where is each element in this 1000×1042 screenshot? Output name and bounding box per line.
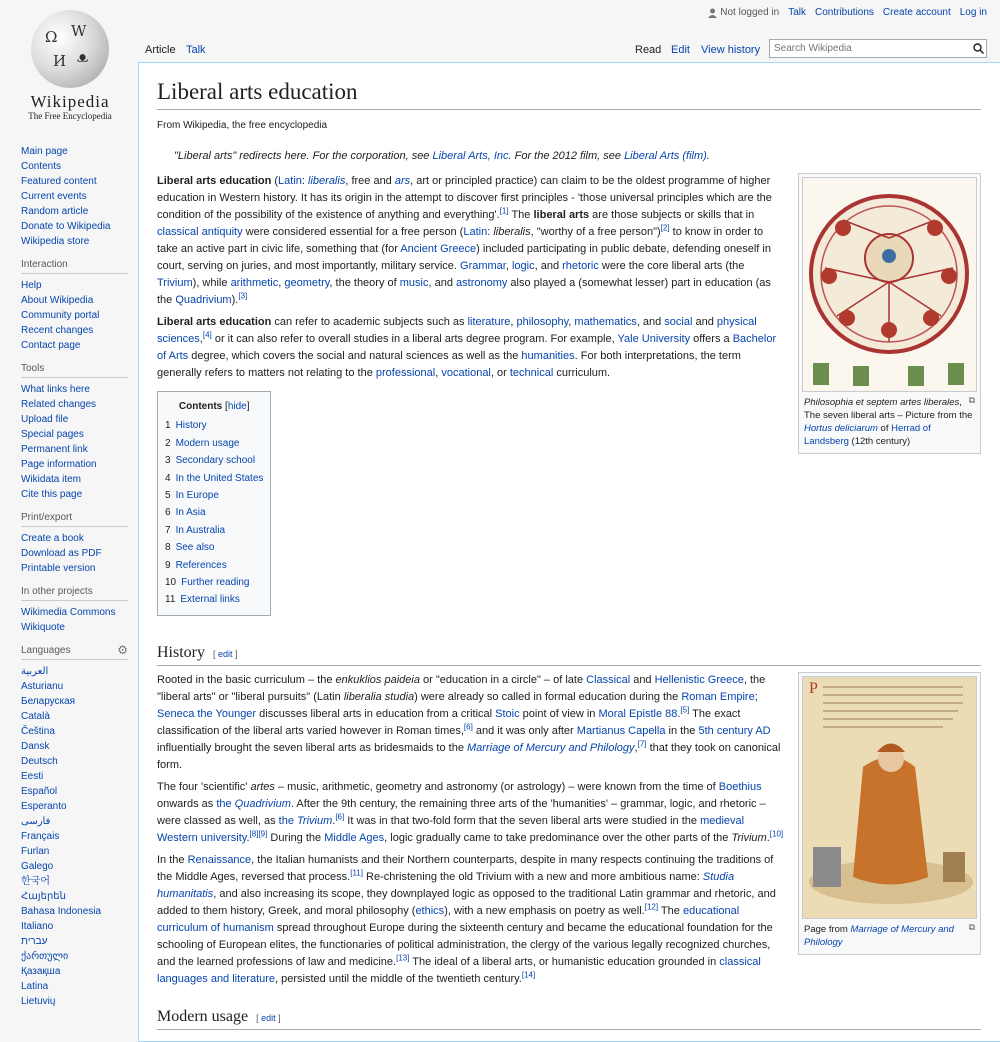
toc-item[interactable] bbox=[165, 522, 263, 539]
astronomy-link[interactable]: astronomy bbox=[456, 277, 508, 289]
toc-number: 6 bbox=[165, 507, 171, 519]
sidebar-item bbox=[21, 754, 128, 769]
toc-item[interactable] bbox=[165, 417, 263, 434]
sidebar-item-community-portal[interactable]: Community portal bbox=[21, 310, 100, 321]
language-link-0[interactable]: العربية bbox=[21, 666, 49, 677]
marriage-of-mercury-image[interactable] bbox=[802, 676, 977, 919]
sidebar-item bbox=[21, 904, 128, 919]
sidebar-item-about-wikipedia[interactable]: About Wikipedia bbox=[21, 295, 94, 306]
tools-portal bbox=[0, 363, 138, 502]
sidebar-item bbox=[21, 234, 128, 249]
sidebar-item bbox=[21, 278, 128, 293]
sidebar-item-current-events[interactable]: Current events bbox=[21, 191, 87, 202]
logo-tagline: The Free Encyclopedia bbox=[28, 111, 112, 121]
toc-link[interactable]: Further reading bbox=[181, 577, 250, 589]
sidebar-item bbox=[21, 293, 128, 308]
projects-heading: In other projects bbox=[21, 586, 128, 601]
modern-edit-section: [ edit ] bbox=[256, 1012, 281, 1023]
toc-title bbox=[165, 398, 263, 415]
sidebar-item bbox=[21, 189, 128, 204]
ref-link[interactable]: [14] bbox=[521, 970, 536, 980]
arithmetic-link[interactable]: arithmetic bbox=[230, 277, 279, 289]
classical-link[interactable]: Classical bbox=[586, 673, 631, 686]
contributions-link[interactable]: Contributions bbox=[815, 7, 874, 18]
medieval-university-link[interactable]: medieval Western university bbox=[157, 814, 745, 844]
search-icon[interactable] bbox=[970, 41, 986, 57]
ref-link[interactable]: [5] bbox=[680, 705, 690, 715]
language-link-galego[interactable]: Galego bbox=[21, 861, 54, 872]
mathematics-link[interactable]: mathematics bbox=[574, 316, 637, 328]
user-icon bbox=[708, 8, 717, 18]
vocational-link[interactable]: vocational bbox=[441, 367, 491, 379]
sidebar-item-upload-file[interactable]: Upload file bbox=[21, 414, 69, 425]
modern-edit-link[interactable]: edit bbox=[261, 1012, 276, 1023]
toc-item[interactable] bbox=[165, 487, 263, 504]
language-link-2[interactable]: Беларуская bbox=[21, 696, 76, 707]
toc-number: 1 bbox=[165, 420, 171, 432]
toc-number: 5 bbox=[165, 490, 171, 502]
hatnote-text: . bbox=[706, 150, 710, 162]
toc-number: 10 bbox=[165, 577, 177, 589]
languages-heading bbox=[21, 645, 128, 660]
professional-link[interactable]: professional bbox=[375, 367, 436, 379]
literature-link[interactable]: literature bbox=[467, 316, 511, 328]
print-list bbox=[21, 531, 128, 576]
ethics-link[interactable]: ethics bbox=[415, 904, 445, 917]
sidebar-item bbox=[21, 546, 128, 561]
toc-title-label: Contents bbox=[178, 401, 223, 412]
sidebar-item bbox=[21, 605, 128, 620]
thumbnail-seven-arts bbox=[798, 173, 981, 454]
sidebar-item bbox=[21, 174, 128, 189]
classical-antiquity-link[interactable]: classical antiquity bbox=[157, 226, 243, 238]
liberalis-link[interactable]: liberalis bbox=[308, 175, 346, 187]
sidebar-item bbox=[21, 859, 128, 874]
history-heading-label: History bbox=[157, 643, 205, 661]
interaction-portal bbox=[0, 259, 138, 353]
sidebar-item-permanent-link[interactable]: Permanent link bbox=[21, 444, 88, 455]
history-edit-section: [ edit ] bbox=[213, 648, 238, 659]
sidebar-item bbox=[21, 412, 128, 427]
lead-paragraph-2: Liberal arts education can refer to academic subjects such as literature, philosophy, mathematics, and social and physical sciences,[4] or it can also refer to overall studies in a liberal arts degree program. For example, Yale University offers a Bachelor of Arts degree, which covers the social and natural sciences as well as the humanities. For both interpretations, the term generally refers to matters not relating to the professional, vocational, or technical curriculum. bbox=[157, 316, 777, 379]
latin-link[interactable]: Latin bbox=[463, 226, 488, 238]
tab-read[interactable]: Read bbox=[635, 44, 662, 56]
languages-portal bbox=[0, 645, 138, 1009]
middle-ages-link[interactable]: Middle Ages bbox=[324, 831, 385, 844]
personal-tools bbox=[708, 7, 987, 18]
sidebar-item bbox=[21, 739, 128, 754]
sidebar-item-contents[interactable]: Contents bbox=[21, 161, 62, 172]
interaction-heading: Interaction bbox=[21, 259, 128, 274]
history-edit-link[interactable]: edit bbox=[218, 648, 233, 659]
ancient-greece-link[interactable]: Ancient Greece bbox=[400, 243, 477, 255]
renaissance-link[interactable]: Renaissance bbox=[187, 853, 252, 866]
ref-link[interactable]: [1] bbox=[499, 206, 509, 216]
liberal-arts-film-link[interactable]: Liberal Arts (film) bbox=[624, 150, 707, 162]
the-quadrivium-link[interactable]: the Quadrivium bbox=[216, 797, 291, 810]
sidebar-item-help[interactable]: Help bbox=[21, 280, 42, 291]
sidebar-item-page-information[interactable]: Page information bbox=[21, 459, 97, 470]
sidebar-item bbox=[21, 531, 128, 546]
bachelor-of-arts-link[interactable]: Bachelor of Arts bbox=[157, 333, 777, 362]
grammar-link[interactable]: Grammar bbox=[460, 260, 506, 272]
language-link-dansk[interactable]: Dansk bbox=[21, 741, 50, 752]
language-link-furlan[interactable]: Furlan bbox=[21, 846, 50, 857]
sidebar-item bbox=[21, 784, 128, 799]
language-link-10[interactable]: فارسی bbox=[21, 816, 51, 827]
page-tabs bbox=[138, 28, 1000, 62]
language-link-bahasa-indonesia[interactable]: Bahasa Indonesia bbox=[21, 906, 102, 917]
educational-curriculum-link[interactable]: educational curriculum of humanism bbox=[157, 904, 740, 934]
language-link-14[interactable]: 한국어 bbox=[21, 876, 50, 887]
sidebar-item bbox=[21, 919, 128, 934]
seneca-link[interactable]: Seneca the Younger bbox=[157, 707, 257, 720]
site-sub: From Wikipedia, the free encyclopedia bbox=[157, 120, 328, 131]
caption-text: Page from bbox=[804, 923, 851, 935]
language-link-espa-ol[interactable]: Español bbox=[21, 786, 58, 797]
martianus-capella-link[interactable]: Martianus Capella bbox=[576, 724, 666, 737]
history-paragraph-1: Rooted in the basic curriculum – the enkuklios paideia or "education in a circle" – of late Classical and Hellenistic Greece, the "liberal arts" or "liberal pursuits" (Latin liberalia studia) were already so called in formal education during the Roman Empire; Seneca the Younger discusses liberal arts in education from a critical Stoic point of view in Moral Epistle 88.[5] The exact classification of the liberal arts varied however in Roman times,[6] and it was only after Martianus Capella in the 5th century AD influentially brought the seven liberal arts as bridesmaids to the Marriage of Mercury and Philology,[7] that they took on canonical form. bbox=[157, 673, 781, 771]
stoic-link[interactable]: Stoic bbox=[495, 707, 520, 720]
language-link-20[interactable]: Қазақша bbox=[21, 966, 61, 977]
ref-link[interactable]: [4] bbox=[202, 330, 212, 340]
sidebar-item-download-as-pdf[interactable]: Download as PDF bbox=[21, 548, 102, 559]
social-link[interactable]: social bbox=[664, 316, 693, 328]
toc-hide-wrapper: [hide] bbox=[225, 401, 250, 412]
sidebar-item bbox=[21, 323, 128, 338]
sidebar-item bbox=[21, 814, 128, 829]
boethius-link[interactable]: Boethius bbox=[718, 780, 762, 793]
toc-hide-link[interactable]: hide bbox=[227, 401, 247, 412]
tools-heading: Tools bbox=[21, 363, 128, 378]
sidebar-item bbox=[21, 308, 128, 323]
page-title: Liberal arts education bbox=[157, 77, 981, 110]
toc-item[interactable] bbox=[165, 557, 263, 574]
ref-link[interactable]: [8] bbox=[249, 829, 259, 839]
sidebar-item-recent-changes[interactable]: Recent changes bbox=[21, 325, 94, 336]
quadrivium-link[interactable]: Quadrivium bbox=[175, 294, 232, 306]
talk-link[interactable]: Talk bbox=[788, 7, 806, 18]
toc-link[interactable]: In Australia bbox=[175, 524, 226, 536]
toc-list bbox=[165, 417, 263, 608]
sidebar-item-create-a-book[interactable]: Create a book bbox=[21, 533, 84, 544]
hellenistic-greece-link[interactable]: Hellenistic Greece bbox=[654, 673, 744, 686]
sidebar-item bbox=[21, 799, 128, 814]
history-heading bbox=[157, 642, 981, 666]
sidebar-item bbox=[21, 769, 128, 784]
sidebar-item bbox=[21, 204, 128, 219]
yale-university-link[interactable]: Yale University bbox=[617, 333, 691, 345]
languages-heading-label: Languages bbox=[21, 645, 71, 656]
ref-link[interactable]: [7] bbox=[637, 739, 647, 749]
marriage-mercury-philology-link[interactable]: Marriage of Mercury and Philology bbox=[467, 741, 635, 754]
tab-article[interactable]: Article bbox=[145, 44, 176, 56]
toc-link[interactable]: References bbox=[175, 559, 227, 571]
sidebar-item-related-changes[interactable]: Related changes bbox=[21, 399, 97, 410]
toc-link[interactable]: Modern usage bbox=[175, 437, 240, 449]
sidebar-item bbox=[21, 664, 128, 679]
philosophy-link[interactable]: philosophy bbox=[516, 316, 569, 328]
thumbnail-mercury-philology bbox=[798, 672, 981, 955]
toc-number: 9 bbox=[165, 559, 171, 571]
physical-sciences-link[interactable]: physical sciences bbox=[157, 316, 757, 345]
toc-number: 3 bbox=[165, 455, 171, 467]
logo-wordmark: Wikipedia bbox=[30, 92, 110, 111]
sidebar-item-what-links-here[interactable]: What links here bbox=[21, 384, 90, 395]
language-link-e-tina[interactable]: Čeština bbox=[21, 726, 55, 737]
sidebar-item-donate-to-wikipedia[interactable]: Donate to Wikipedia bbox=[21, 221, 111, 232]
seven-liberal-arts-image[interactable] bbox=[802, 177, 977, 392]
toc-number: 2 bbox=[165, 437, 171, 449]
modern-usage-heading-label: Modern usage bbox=[157, 1007, 249, 1025]
print-portal bbox=[0, 512, 138, 576]
projects-portal bbox=[0, 586, 138, 635]
history-paragraph-3: In the Renaissance, the Italian humanists and their Northern counterparts, despite in many respects continuing the traditions of the Middle Ages, reversed that process.[11] Re-christening the old Trivium with a new and more ambitious name: Studia humanitatis, and also increasing its scope, they downplayed logic as opposed to the traditional Latin grammar and rhetoric, and added to them history, Greek, and moral philosophy (ethics), with a new emphasis on poetry as well.[12] The educational curriculum of humanism spread throughout Europe during the sixteenth century and became the educational foundation for the schooling of European elites, the functionaries of political administration, the clergy of the various legally recognized churches, and the learned professions of law and medicine.[13] The ideal of a liberal arts, or humanistic education grounded in classical languages and literature, persisted until the middle of the twentieth century.[14] bbox=[157, 853, 776, 985]
enlarge-icon[interactable]: ⧉ bbox=[968, 921, 975, 932]
content bbox=[138, 62, 1000, 1042]
interaction-list bbox=[21, 278, 128, 353]
toc-link[interactable]: In Europe bbox=[175, 490, 219, 502]
sidebar-item-wikidata-item[interactable]: Wikidata item bbox=[21, 474, 82, 485]
sidebar bbox=[0, 140, 138, 1019]
caption-text: of bbox=[877, 423, 892, 434]
sidebar-item bbox=[21, 829, 128, 844]
sidebar-item-cite-this-page[interactable]: Cite this page bbox=[21, 489, 83, 500]
sidebar-item bbox=[21, 709, 128, 724]
language-link-italiano[interactable]: Italiano bbox=[21, 921, 54, 932]
sidebar-item bbox=[21, 561, 128, 576]
toc-item[interactable] bbox=[165, 504, 263, 521]
sidebar-item bbox=[21, 144, 128, 159]
ref-link[interactable]: [12] bbox=[644, 902, 659, 912]
sidebar-item-printable-version[interactable]: Printable version bbox=[21, 563, 96, 574]
hatnote-text: "Liberal arts" redirects here. For the corporation, see bbox=[174, 150, 433, 162]
thumbnail-caption bbox=[802, 919, 977, 951]
sidebar-item bbox=[21, 979, 128, 994]
marriage-of-mercury-label: Marriage of Mercury and Philology bbox=[804, 923, 954, 948]
sidebar-item bbox=[21, 442, 128, 457]
classical-languages-link[interactable]: classical languages and literature bbox=[157, 955, 761, 985]
logic-link[interactable]: logic bbox=[511, 260, 535, 272]
herrad-of-landsberg-link[interactable]: Herrad of Landsberg bbox=[804, 423, 931, 447]
puzzle-globe-icon: Ω W И ᴥ bbox=[31, 10, 109, 88]
toc-link[interactable]: In the United States bbox=[175, 472, 264, 484]
ref-link[interactable]: [13] bbox=[396, 953, 410, 963]
studia-humanitatis-link[interactable]: Studia humanitatis bbox=[157, 870, 735, 900]
sidebar-item bbox=[21, 427, 128, 442]
ref-link[interactable]: [11] bbox=[350, 868, 363, 878]
sidebar-item bbox=[21, 397, 128, 412]
search-box bbox=[769, 39, 987, 58]
toc-link[interactable]: External links bbox=[180, 594, 240, 606]
ref-link[interactable]: [2] bbox=[660, 223, 670, 233]
sidebar-item bbox=[21, 949, 128, 964]
enlarge-icon[interactable]: ⧉ bbox=[968, 395, 975, 405]
language-link-19[interactable]: ქართული bbox=[21, 951, 69, 962]
languages-list bbox=[21, 664, 128, 1009]
ref-link[interactable]: [3] bbox=[238, 291, 248, 301]
ref-link[interactable]: [10] bbox=[769, 829, 784, 839]
history-paragraph-2: The four 'scientific' artes – music, arithmetic, geometry and astronomy (or astrology) – were known from the time of Boethius onwards as the Quadrivium. After the 9th century, the remaining three arts of the 'humanities' – grammar, logic, and rhetoric – were classed as well, as the Trivium.[6] It was in that two-fold form that the seven liberal arts were studied in the medieval Western university.[8][9] During the Middle Ages, logic gradually came to take predominance over the other parts of the Trivium.[10] bbox=[157, 780, 784, 844]
language-link-fran-ais[interactable]: Français bbox=[21, 831, 60, 842]
tab-view-history[interactable]: View history bbox=[701, 44, 761, 56]
trivium-link[interactable]: Trivium bbox=[157, 277, 193, 289]
technical-link[interactable]: technical bbox=[509, 367, 554, 379]
sidebar-item-wikipedia-store[interactable]: Wikipedia store bbox=[21, 236, 90, 247]
language-link-asturianu[interactable]: Asturianu bbox=[21, 681, 64, 692]
humanities-link[interactable]: humanities bbox=[521, 350, 575, 362]
toc-number: 8 bbox=[165, 542, 171, 554]
language-link-15[interactable]: Հայերեն bbox=[21, 891, 66, 902]
ref-link[interactable]: [9] bbox=[258, 829, 268, 839]
sidebar-item-special-pages[interactable]: Special pages bbox=[21, 429, 84, 440]
sidebar-item-contact-page[interactable]: Contact page bbox=[21, 340, 81, 351]
svg-text:P: P bbox=[809, 679, 818, 697]
roman-empire-link[interactable]: Roman Empire bbox=[681, 690, 755, 703]
sidebar-item bbox=[21, 994, 128, 1009]
sidebar-item bbox=[21, 934, 128, 949]
hatnote bbox=[157, 148, 981, 165]
toc-item[interactable] bbox=[165, 470, 263, 487]
sidebar-item bbox=[21, 679, 128, 694]
gear-icon[interactable]: ⚙ bbox=[117, 643, 128, 657]
hatnote-text: . For the 2012 film, see bbox=[508, 150, 625, 162]
hortus-deliciarum-label: Hortus deliciarum bbox=[804, 423, 878, 434]
search-input[interactable] bbox=[770, 43, 970, 54]
toc-number: 4 bbox=[165, 472, 171, 484]
toc-number: 7 bbox=[165, 524, 171, 536]
sidebar-item bbox=[21, 844, 128, 859]
ref-link[interactable]: [6] bbox=[335, 812, 345, 822]
toc-link[interactable]: In Asia bbox=[175, 507, 206, 519]
sidebar-item bbox=[21, 620, 128, 635]
sidebar-item bbox=[21, 964, 128, 979]
sidebar-item-random-article[interactable]: Random article bbox=[21, 206, 89, 217]
sidebar-item bbox=[21, 159, 128, 174]
fifth-century-link[interactable]: 5th century AD bbox=[698, 724, 771, 737]
wikipedia-logo[interactable] bbox=[22, 10, 118, 122]
language-link-latina[interactable]: Latina bbox=[21, 981, 49, 992]
the-trivium-link[interactable]: the Trivium bbox=[278, 814, 333, 827]
projects-list bbox=[21, 605, 128, 635]
tools-list bbox=[21, 382, 128, 502]
sidebar-item bbox=[21, 487, 128, 502]
sidebar-item bbox=[21, 382, 128, 397]
sidebar-item bbox=[21, 219, 128, 234]
toc-item[interactable] bbox=[165, 539, 263, 556]
language-link-eesti[interactable]: Eesti bbox=[21, 771, 44, 782]
language-link-deutsch[interactable]: Deutsch bbox=[21, 756, 58, 767]
log-in-link[interactable]: Log in bbox=[959, 7, 987, 18]
sidebar-item bbox=[21, 874, 128, 889]
moral-epistle-link[interactable]: Moral Epistle 88 bbox=[598, 707, 678, 720]
ref-link[interactable]: [6] bbox=[463, 722, 473, 732]
navigation-list bbox=[21, 140, 128, 249]
toc-link[interactable]: See also bbox=[175, 542, 215, 554]
create-account-link[interactable]: Create account bbox=[882, 7, 951, 18]
toc-link[interactable]: Secondary school bbox=[175, 455, 256, 467]
sidebar-item bbox=[21, 694, 128, 709]
language-link-esperanto[interactable]: Esperanto bbox=[21, 801, 67, 812]
toc-item[interactable] bbox=[165, 452, 263, 469]
sidebar-item bbox=[21, 457, 128, 472]
sidebar-item bbox=[21, 724, 128, 739]
toc-item[interactable] bbox=[165, 435, 263, 452]
hortus-deliciarum-link[interactable] bbox=[804, 423, 878, 434]
language-link-catal[interactable]: Català bbox=[21, 711, 50, 722]
language-link-18[interactable]: עברית bbox=[21, 936, 48, 947]
sidebar-item-wikiquote[interactable]: Wikiquote bbox=[21, 622, 65, 633]
sidebar-item-wikimedia-commons[interactable]: Wikimedia Commons bbox=[21, 607, 116, 618]
tab-edit[interactable]: Edit bbox=[671, 44, 690, 56]
not-logged-in bbox=[708, 7, 779, 18]
sidebar-item-main-page[interactable]: Main page bbox=[21, 146, 68, 157]
toc-item[interactable] bbox=[165, 574, 263, 591]
caption-italic: Philosophia et septem artes liberales bbox=[804, 397, 960, 408]
lead-paragraph-1: Liberal arts education (Latin: liberalis, free and ars, art or principled practice) can claim to be the oldest programme of higher education in Western history. It has its origin in the attempt to discover first principles - 'those universal principles which are the condition of the possibility of the existence of anything and everything'.[1] The liberal arts are those subjects or skills that in classical antiquity were considered essential for a free person (Latin: liberalis, "worthy of a free person")[2] to know in order to take an active part in civic life, something that (for Ancient Greece) included participating in public debate, defending oneself in court, serving on juries, and most importantly, military service. Grammar, logic, and rhetoric were the core liberal arts (the Trivium), while arithmetic, geometry, the theory of music, and astronomy also played a (somewhat lesser) part in education (as the Quadrivium).[3] bbox=[157, 175, 772, 306]
sidebar-item bbox=[21, 338, 128, 353]
toc-item[interactable] bbox=[165, 591, 263, 608]
language-link-lietuvi[interactable]: Lietuvių bbox=[21, 996, 56, 1007]
caption-text: (12th century) bbox=[848, 436, 911, 447]
geometry-link[interactable]: geometry bbox=[284, 277, 330, 289]
modern-usage-heading bbox=[157, 1006, 981, 1030]
liberal-arts-inc-link[interactable]: Liberal Arts, Inc bbox=[432, 150, 509, 162]
print-heading: Print/export bbox=[21, 512, 128, 527]
not-logged-in-label: Not logged in bbox=[720, 7, 780, 18]
thumbnail-caption bbox=[802, 392, 977, 450]
rhetoric-link[interactable]: rhetoric bbox=[562, 260, 599, 272]
table-of-contents bbox=[157, 391, 271, 616]
toc-number: 11 bbox=[165, 594, 176, 606]
sidebar-item-featured-content[interactable]: Featured content bbox=[21, 176, 97, 187]
navigation-portal bbox=[0, 140, 138, 249]
ars-link[interactable]: ars bbox=[394, 175, 411, 187]
caption-text: , The seven liberal arts – Picture from the bbox=[804, 397, 973, 421]
toc-link[interactable]: History bbox=[175, 420, 207, 432]
sidebar-item bbox=[21, 472, 128, 487]
tab-talk[interactable]: Talk bbox=[186, 44, 206, 56]
sidebar-item bbox=[21, 889, 128, 904]
music-link[interactable]: music bbox=[399, 277, 429, 289]
latin-link[interactable]: Latin bbox=[278, 175, 302, 187]
